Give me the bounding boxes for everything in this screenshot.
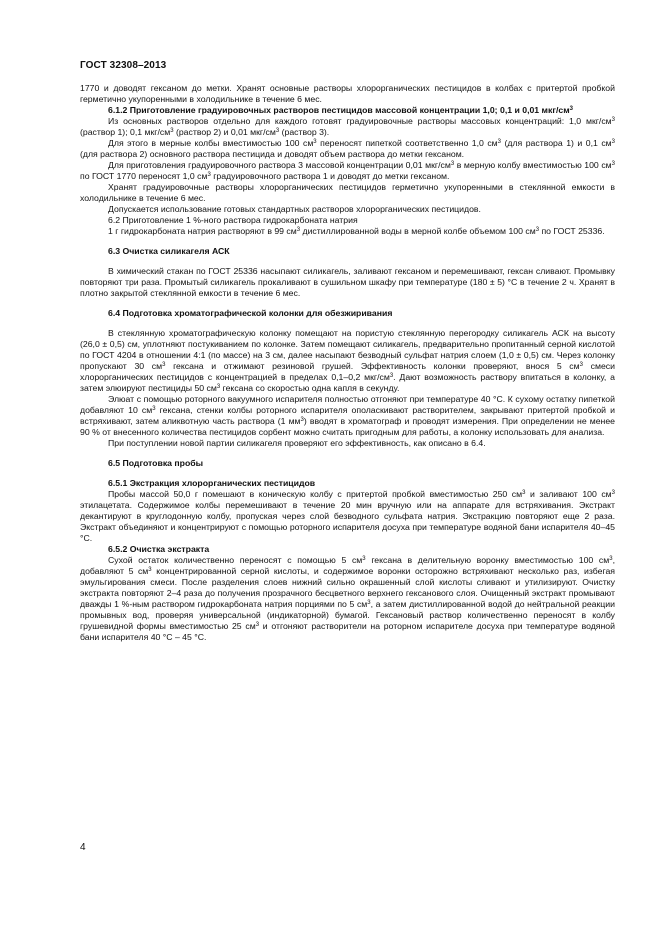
paragraph: Хранят градуировочные растворы хлорорганических пестицидов герметично укупоренными в стеклянной емкости в холодильнике в течение 6 мес. (80, 182, 615, 203)
section-heading: 6.4 Подготовка хроматографической колонки для обезжиривания (108, 308, 393, 318)
section-heading: 6.5.2 Очистка экстракта (108, 544, 210, 554)
document-header: ГОСТ 32308–2013 (80, 60, 167, 71)
paragraph: Для приготовления градуировочного раствора 3 массовой концентрации 0,01 мкг/$см^3$ в мерную колбу вместимостью 100 $см^3$ по ГОСТ 1770 переносят 1,0 $см^3$ градуировочного раствора 1 и доводят до метки гексаном. (80, 160, 615, 181)
page-number: 4 (80, 842, 86, 853)
paragraph: В химический стакан по ГОСТ 25336 насыпают силикагель, заливают гексаном и перемешивают, гексан сливают. Промывку повторяют три раза. Промытый силикагель прокаливают в сушильном шкафу при температуре (180 ± 5) °С в течение 2 ч. Хранят в плотно закрытой стеклянной емкости в течение 6 мес. (80, 266, 615, 298)
paragraph: В стеклянную хроматографическую колонку помещают на пористую стеклянную перегородку силикагель АСК на высоту (26,0 ± 0,5) см, уплотняют постукиванием по колонке. Затем помещают силикагель, предварительно пропитанный серной кислотой по ГОСТ 4204 в отношении 4:1 (по массе) на 3 см, далее насыпают безводный сульфат натрия слоем (1,0 ± 0,5) см. Через колонку пропускают 30 $см^3$ гексана и отжимают резиновой грушей. Эффективность колонки проверяют, внося 5 $см^3$ смеси хлорорганических пестицидов с концентрацией в пределах 0,1–0,2 мкг/$см^3$. Дают возможность раствору впитаться в колонку, а затем элюируют пестициды 50 $см^3$ гексана со скоростью одна капля в секунду. (80, 328, 615, 393)
section-heading: 6.5 Подготовка пробы (108, 458, 204, 468)
paragraph: Из основных растворов отдельно для каждого готовят градуировочные растворы массовых концентраций: 1,0 мкг/$см^3$ (раствор 1); 0,1 мкг/$см^3$ (раствор 2) и 0,01 мкг/$см^3$ (раствор 3). (80, 116, 615, 137)
section-heading: 6.1.2 Приготовление градуировочных растворов пестицидов массовой концентрации 1,0; 0,1 и 0,01 мкг/$см^3$ (108, 105, 573, 115)
paragraph: Допускается использование готовых стандартных растворов хлорорганических пестицидов. (108, 204, 481, 214)
paragraph: Для этого в мерные колбы вместимостью 100 $см^3$ переносят пипеткой соответственно 1,0 $см^3$ (для раствора 1) и 0,1 $см^3$ (для раствора 2) основного раствора пестицида и доводят объем раствора до метки гексаном. (80, 138, 615, 159)
paragraph: Пробы массой 50,0 г помешают в коническую колбу с притертой пробкой вместимостью 250 $см^3$ и заливают 100 $см^3$ этилацетата. Содержимое колбы перемешивают в течение 20 мин вручную или на аппарате для встряхивания. Экстракт декантируют в круглодонную колбу, пропуская через слой безводного сульфата натрия. Экстракцию повторяют еще 2 раза. Экстракт объединяют и концентрируют с помощью роторного испарителя досуха при температуре водяной бани испарителя 40–45 °С. (80, 489, 616, 543)
section-heading: 6.3 Очистка силикагеля АСК (108, 246, 230, 256)
paragraph: Элюат с помощью роторного вакуумного испарителя полностью отгоняют при температуре 40 °С. К сухому остатку пипеткой добавляют 10 $см^3$ гексана, стенки колбы роторного испарителя ополаскивают растворителем, закрывают притертой пробкой и встряхивают, затем аликвотную часть раствора (1 $мм^3$) вводят в хроматограф и проводят измерения. При определении не менее 90 % от внесенного количества пестицидов сорбент можно считать пригодным для работы, а колонку использовать для анализа. (80, 394, 615, 437)
document-body (80, 83, 615, 643)
paragraph: 6.2 Приготовление 1 %-ного раствора гидрокарбоната натрия (108, 215, 358, 225)
paragraph: 1 г гидрокарбоната натрия растворяют в 99 $см^3$ дистиллированной воды в мерной колбе объемом 100 $см^3$ по ГОСТ 25336. (108, 226, 605, 236)
section-heading: 6.5.1 Экстракция хлорорганических пестицидов (108, 478, 316, 488)
paragraph: При поступлении новой партии силикагеля проверяют его эффективность, как описано в 6.4. (108, 438, 486, 448)
paragraph: Сухой остаток количественно переносят с помощью 5 $см^3$ гексана в делительную воронку вместимостью 100 $см^3$, добавляют 5 $см^3$ концентрированной серной кислоты, и содержимое воронки осторожно встряхивают несколько раз, избегая эмульгирования смеси. После разделения слоев нижний сильно окрашенный слой кислоты сливают и утилизируют. Очистку экстракта повторяют 2–4 раза до получения прозрачного бесцветного верхнего гексанового слоя. Очищенный экстракт промывают дважды 1 %-ным раствором гидрокарбоната натрия порциями по 5 $см^3$, а затем дистиллированной водой до нейтральной реакции промывных вод, проверяя универсальной (индикаторной) бумагой. Гексановый раствор количественно переносят в колбу грушевидной формы вместимостью 25 $см^3$ и отгоняют растворители на роторном испарителе досуха при температуре водяной бани испарителя 40 °С – 45 °С. (80, 555, 616, 642)
paragraph: 1770 и доводят гексаном до метки. Хранят основные растворы хлорорганических пестицидов в колбах с притертой пробкой герметично укупоренными в холодильнике в течение 6 мес. (80, 83, 615, 104)
